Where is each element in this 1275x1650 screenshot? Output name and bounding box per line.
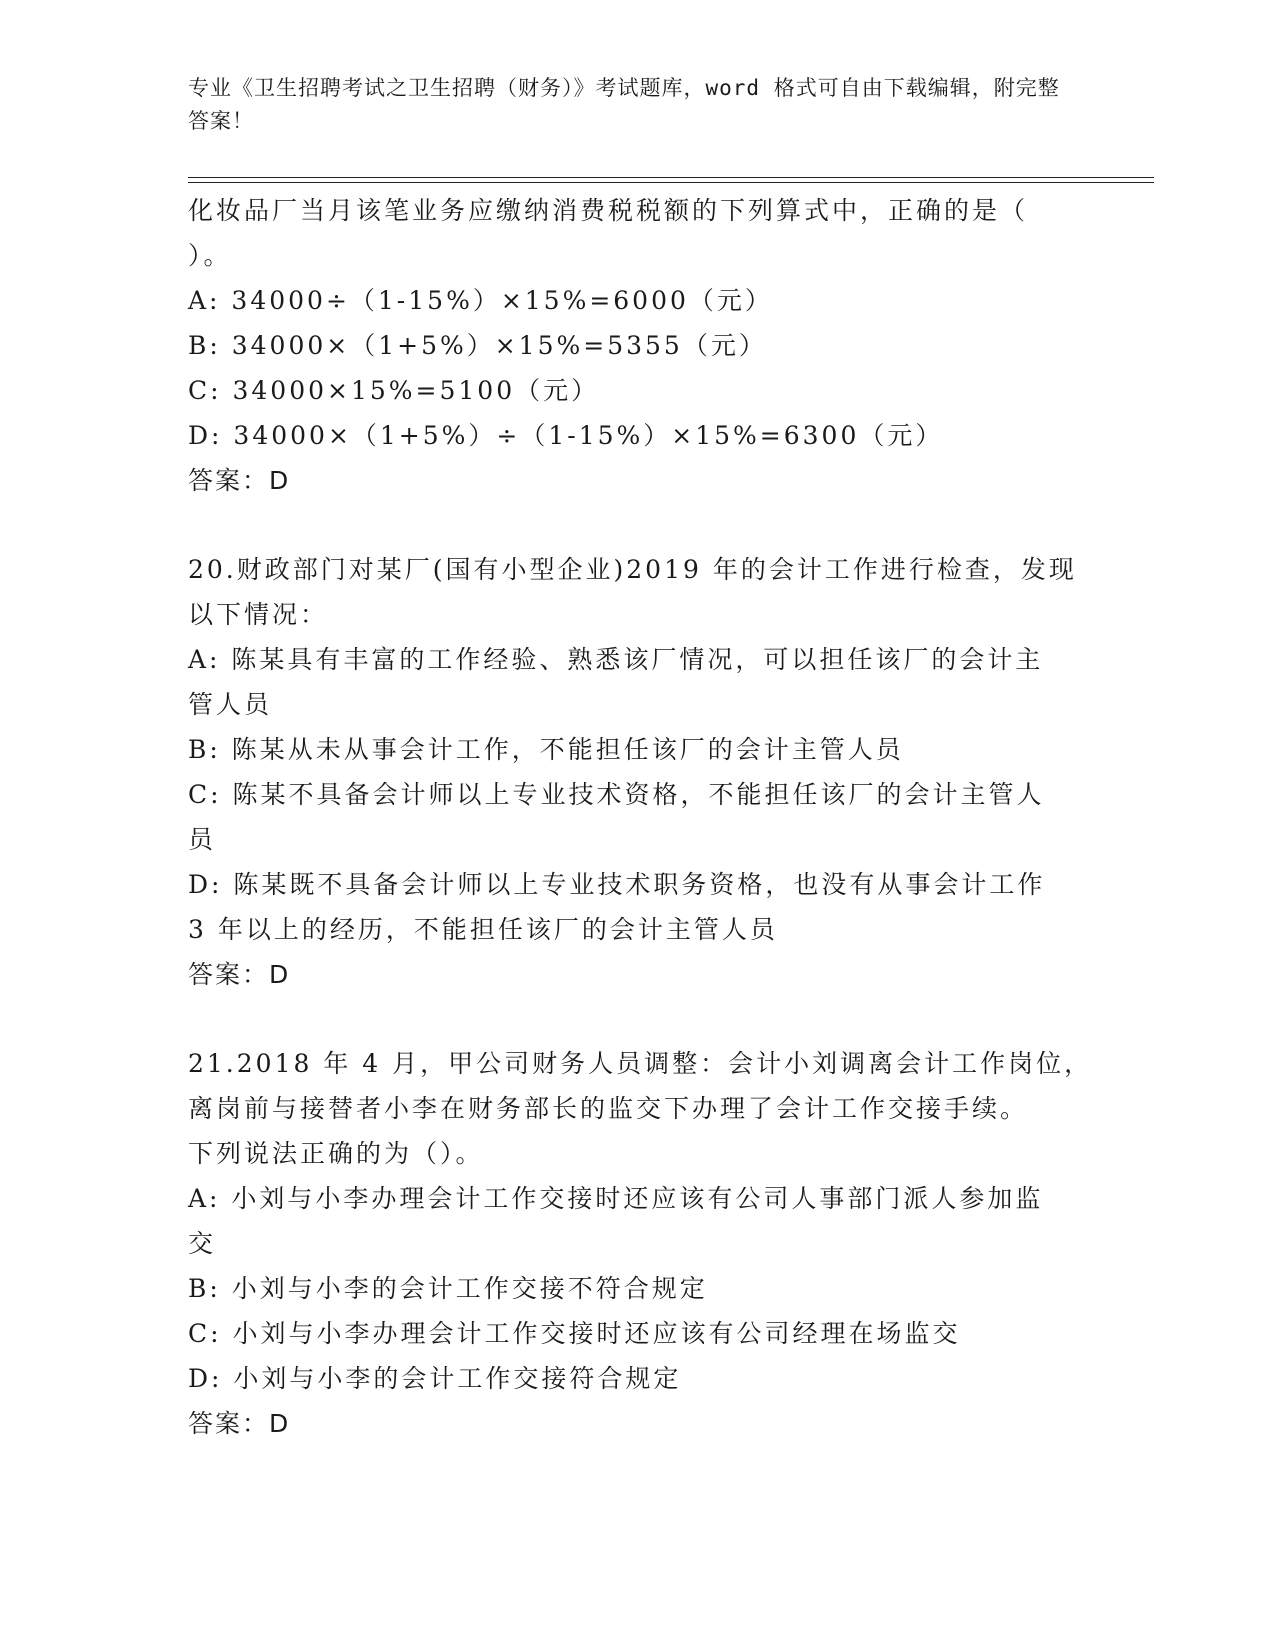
option-d-continued: 3 年以上的经历，不能担任该厂的会计主管人员	[188, 915, 778, 944]
header-divider-top	[188, 177, 1154, 178]
option-a-continued: 交	[188, 1229, 217, 1258]
question-stem-line: ）。	[188, 241, 232, 270]
question-spacer	[188, 997, 1088, 1041]
option-c: C: 小刘与小李办理会计工作交接时还应该有公司经理在场监交	[188, 1319, 961, 1348]
question-spacer	[188, 503, 1088, 547]
question-stem-line: 20.财政部门对某厂(国有小型企业)2019 年的会计工作进行检查，发现	[188, 555, 1077, 584]
question-20	[188, 547, 1088, 997]
option-b: B: 小刘与小李的会计工作交接不符合规定	[188, 1274, 708, 1303]
question-21	[188, 1041, 1093, 1446]
question-stem-line: 化妆品厂当月该笔业务应缴纳消费税税额的下列算式中，正确的是（	[188, 196, 1029, 225]
option-c: C: 34000×15%=5100（元）	[188, 376, 600, 405]
option-c-continued: 员	[188, 825, 217, 854]
question-list	[188, 188, 1093, 1446]
option-a: A: 小刘与小李办理会计工作交接时还应该有公司人事部门派人参加监	[188, 1184, 1044, 1213]
option-b: B: 陈某从未从事会计工作，不能担任该厂的会计主管人员	[188, 735, 904, 764]
option-a-continued: 管人员	[188, 690, 273, 719]
option-b: B: 34000×（1+5%）×15%=5355（元）	[188, 331, 767, 360]
option-a: A: 34000÷（1-15%）×15%=6000（元）	[188, 286, 773, 315]
question-19	[188, 188, 1088, 503]
answer-label: 答案：D	[188, 466, 291, 495]
question-stem-line: 以下情况：	[188, 600, 329, 629]
question-stem-line: 离岗前与接替者小李在财务部长的监交下办理了会计工作交接手续。	[188, 1094, 1029, 1123]
option-a: A: 陈某具有丰富的工作经验、熟悉该厂情况，可以担任该厂的会计主	[188, 645, 1044, 674]
question-stem-line: 21.2018 年 4 月，甲公司财务人员调整：会计小刘调离会计工作岗位，	[188, 1049, 1093, 1078]
option-d: D: 34000×（1+5%）÷（1-15%）×15%=6300（元）	[188, 421, 944, 450]
document-header: 专业《卫生招聘考试之卫生招聘（财务）》考试题库，word 格式可自由下载编辑，附完整答案！	[188, 76, 1060, 133]
answer-label: 答案：D	[188, 960, 291, 989]
question-stem-line: 下列说法正确的为（）。	[188, 1139, 484, 1168]
option-d: D: 陈某既不具备会计师以上专业技术职务资格，也没有从事会计工作	[188, 870, 1046, 899]
header-divider-bottom	[188, 182, 1154, 183]
option-d: D: 小刘与小李的会计工作交接符合规定	[188, 1364, 682, 1393]
answer-label: 答案：D	[188, 1409, 291, 1438]
option-c: C: 陈某不具备会计师以上专业技术资格，不能担任该厂的会计主管人	[188, 780, 1045, 809]
